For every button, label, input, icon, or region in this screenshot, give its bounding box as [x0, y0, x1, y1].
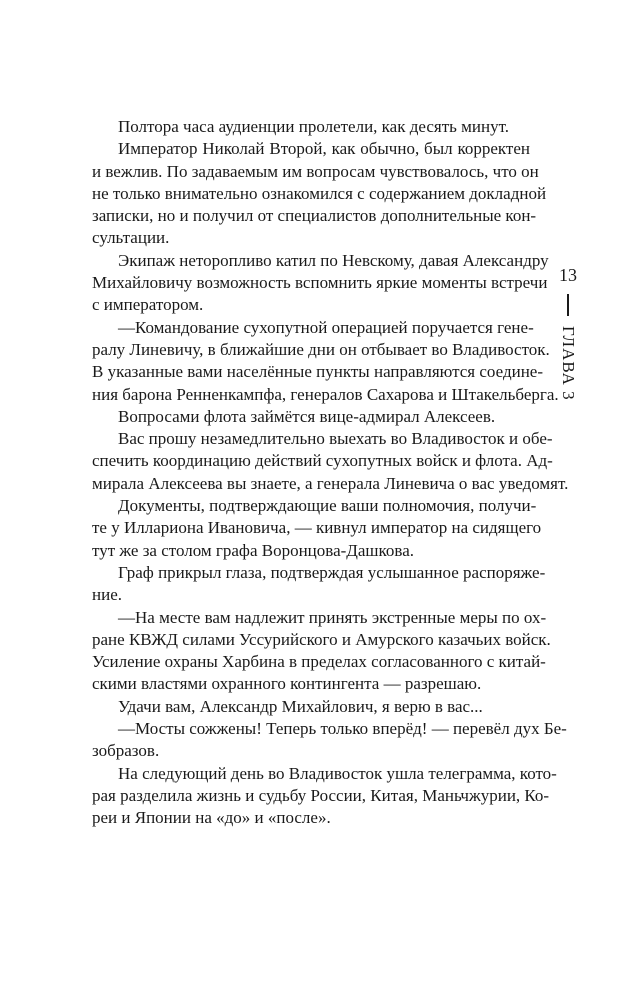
text-line: не только внимательно ознакомился с содержанием докладной: [92, 183, 547, 203]
text-line: реи и Японии на «до» и «после».: [92, 808, 331, 828]
text-line: тут же за столом графа Воронцова-Дашкова.: [92, 540, 415, 560]
page-number: 13: [559, 265, 577, 285]
text-line: Граф прикрыл глаза, подтверждая услышанное распоряже-: [118, 562, 546, 582]
text-line: ние.: [92, 585, 122, 605]
text-line: сультации.: [92, 228, 170, 248]
text-line: Экипаж неторопливо катил по Невскому, давая Александру: [118, 250, 549, 270]
text-line: Усиление охраны Харбина в пределах согласованного с китай-: [92, 652, 546, 672]
text-line: ране КВЖД силами Уссурийского и Амурского казачьих войск.: [92, 629, 551, 649]
text-line: рая разделила жизнь и судьбу России, Китая, Маньчжурии, Ко-: [92, 785, 550, 805]
chapter-label: ГЛАВА 3: [559, 326, 578, 401]
text-line: В указанные вами населённые пункты направляются соедине-: [92, 362, 543, 382]
text-line: и вежлив. По задаваемым им вопросам чувствовалось, что он: [92, 161, 539, 181]
divider-rule: [567, 294, 568, 316]
text-line: записки, но и получил от специалистов дополнительные кон-: [92, 206, 537, 226]
text-line: спечить координацию действий сухопутных войск и флота. Ад-: [92, 451, 553, 471]
text-line: —На месте вам надлежит принять экстренные меры по ох-: [118, 607, 547, 627]
text-line: те у Иллариона Ивановича, — кивнул император на сидящего: [92, 518, 542, 538]
text-line: Полтора часа аудиенции пролетели, как десять минут.: [118, 117, 510, 136]
text-line: Михайловичу возможность вспомнить яркие моменты встречи: [92, 273, 548, 293]
text-line: ния барона Ренненкампфа, генералов Сахарова и Штакельберга.: [92, 384, 559, 404]
text-line: с императором.: [92, 295, 204, 315]
text-line: Удачи вам, Александр Михайлович, я верю в вас...: [118, 696, 483, 716]
text-line: скими властями охранного контингента — разрешаю.: [92, 674, 482, 694]
text-line: —Мосты сожжены! Теперь только вперёд! — перевёл дух Бе-: [118, 719, 567, 739]
text-line: Вопросами флота займётся вице-адмирал Алексеев.: [118, 406, 496, 426]
text-line: ралу Линевичу, в ближайшие дни он отбывает во Владивосток.: [92, 339, 550, 359]
text-line: Вас прошу незамедлительно выехать во Владивосток и обе-: [118, 429, 553, 449]
text-line: На следующий день во Владивосток ушла телеграмма, кото-: [118, 763, 557, 783]
text-line: мирала Алексеева вы знаете, а генерала Линевича о вас уведомят.: [92, 473, 569, 493]
text-line: Император Николай Второй, как обычно, был корректен: [118, 139, 530, 159]
text-line: —Командование сухопутной операцией поручается генe-: [118, 317, 534, 337]
margin-column: [553, 262, 583, 401]
text-line: зобразов.: [92, 741, 160, 761]
text-line: Документы, подтверждающие ваши полномочия, получи-: [118, 496, 537, 516]
